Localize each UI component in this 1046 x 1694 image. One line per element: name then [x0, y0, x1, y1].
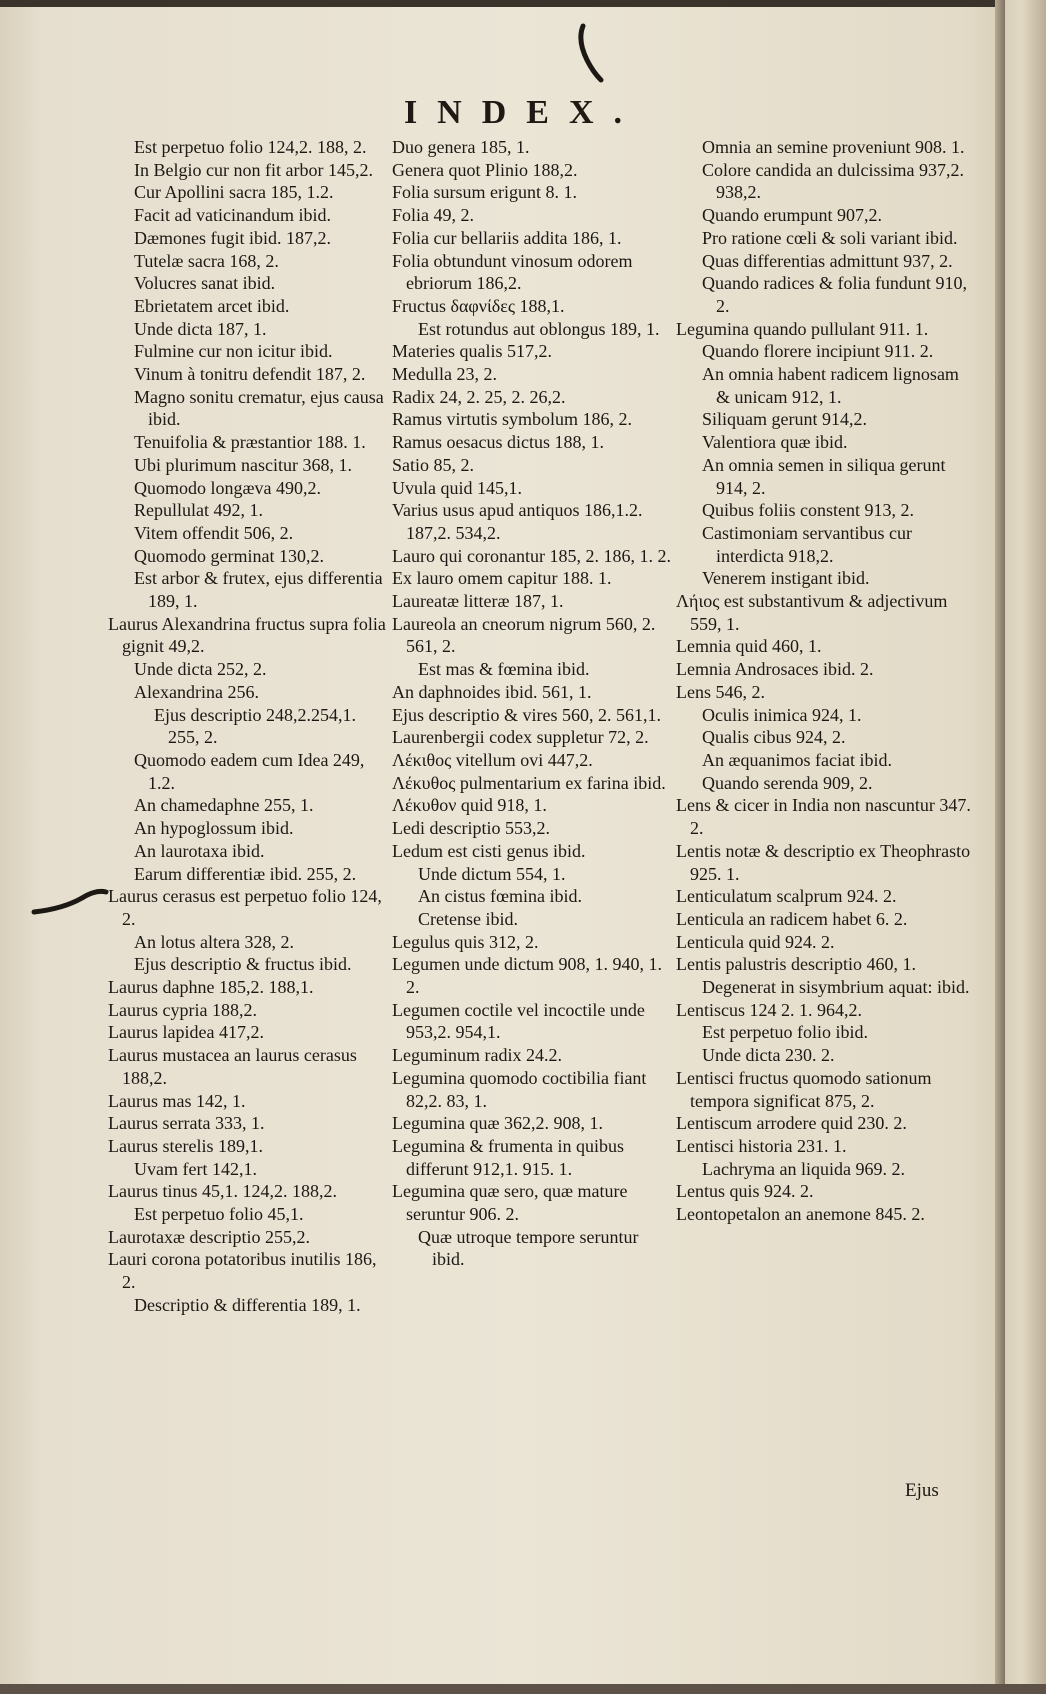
index-entry: Folia 49, 2. [392, 205, 475, 226]
index-entry: Legumina & frumenta in quibus differunt 912,1. 915. 1. [392, 1135, 624, 1179]
index-entry: Ejus descriptio & fructus ibid. [134, 954, 352, 975]
margin-pen-stroke-icon [30, 880, 110, 920]
index-entry: Laurotaxæ descriptio 255,2. [108, 1226, 310, 1247]
index-entry: Laurus cypria 188,2. [108, 999, 257, 1020]
index-entry: Lentiscus 124 2. 1. 964,2. [676, 999, 862, 1020]
index-entry: Unde dicta 230. 2. [702, 1045, 835, 1066]
index-entry: An æquanimos faciat ibid. [702, 749, 892, 770]
index-entry: Laurus cerasus est perpetuo folio 124, 2. [108, 886, 382, 929]
index-entry: Cur Apollini sacra 185, 1.2. [134, 182, 334, 203]
index-entry: Qualis cibus 924, 2. [702, 727, 846, 748]
index-entry: Tutelæ sacra 168, 2. [134, 250, 279, 271]
index-entry: Laurus Alexandrina fructus supra folia gignit 49,2. [108, 613, 386, 657]
index-entry: Laurus daphne 185,2. 188,1. [108, 977, 314, 998]
index-entry: Λέκιθος vitellum ovi 447,2. [392, 749, 593, 770]
index-entry: Quando serenda 909, 2. [702, 772, 873, 793]
index-entry: Quando erumpunt 907,2. [702, 205, 882, 226]
index-entry: Est perpetuo folio ibid. [702, 1022, 868, 1043]
index-entry: Dæmones fugit ibid. 187,2. [134, 227, 331, 248]
index-entry: An omnia semen in siliqua gerunt 914, 2. [702, 454, 946, 498]
index-entry: Genera quot Plinio 188,2. [392, 159, 578, 180]
index-entry: Alexandrina 256. [134, 681, 259, 702]
index-entry: In Belgio cur non fit arbor 145,2. [134, 159, 373, 180]
index-entry: Folia obtundunt vinosum odorem ebriorum 186,2. [392, 250, 633, 294]
index-entry: Lentus quis 924. 2. [676, 1181, 814, 1202]
index-entry: An omnia habent radicem lignosam & unicam 912, 1. [702, 364, 959, 407]
index-entry: Quibus foliis constent 913, 2. [702, 500, 914, 521]
index-entry: Unde dicta 187, 1. [134, 318, 267, 339]
index-entry: Unde dictum 554, 1. [418, 863, 566, 884]
index-entry: Laurus lapidea 417,2. [108, 1022, 264, 1043]
index-entry: Est perpetuo folio 45,1. [134, 1204, 304, 1225]
page-title: INDEX. [403, 94, 643, 131]
index-entry: Legumen coctile vel incoctile unde 953,2. 954,1. [392, 999, 645, 1043]
index-entry: An chamedaphne 255, 1. [134, 795, 314, 816]
index-entry: Leontopetalon an anemone 845. 2. [676, 1204, 925, 1225]
index-entry: An daphnoides ibid. 561, 1. [392, 681, 592, 702]
index-entry: Ramus virtutis symbolum 186, 2. [392, 409, 633, 430]
index-entry: Lachryma an liquida 969. 2. [702, 1158, 905, 1179]
index-entry: Cretense ibid. [418, 908, 518, 929]
index-entry: Λήιος est substantivum & adjectivum 559, 1. [676, 591, 948, 634]
catchword: Ejus [905, 1480, 939, 1501]
index-entry: Lenticulatum scalprum 924. 2. [676, 886, 897, 907]
index-entry: Varius usus apud antiquos 186,1.2. 187,2. 534,2. [392, 500, 643, 543]
index-entry: Colore candida an dulcissima 937,2. 938,2. [702, 159, 964, 203]
index-entry: An cistus fœmina ibid. [418, 886, 582, 907]
index-column-1 [108, 136, 390, 1317]
index-entry: Ejus descriptio 248,2.254,1. 255, 2. [154, 704, 356, 748]
index-entry: Uvam fert 142,1. [134, 1158, 257, 1179]
index-entry: Quas differentias admittunt 937, 2. [702, 250, 953, 271]
index-column-3 [676, 136, 976, 1226]
index-entry: Repullulat 492, 1. [134, 500, 263, 521]
index-entry: An laurotaxa ibid. [134, 840, 265, 861]
index-entry: Duo genera 185, 1. [392, 137, 530, 157]
index-entry: Lauro qui coronantur 185, 2. 186, 1. 2. [392, 545, 671, 566]
index-entry: Lemnia quid 460, 1. [676, 636, 822, 657]
index-entry: Castimoniam servantibus cur interdicta 918,2. [702, 522, 912, 566]
index-entry: Λέκυθον quid 918, 1. [392, 795, 547, 816]
index-entry: Legumina quæ sero, quæ mature seruntur 906. 2. [392, 1181, 628, 1225]
index-entry: Earum differentiæ ibid. 255, 2. [134, 863, 357, 884]
index-entry: Quomodo longæva 490,2. [134, 477, 321, 498]
top-page-edge [0, 0, 1046, 7]
index-entry: Vitem offendit 506, 2. [134, 522, 294, 543]
index-entry: Volucres sanat ibid. [134, 273, 276, 294]
index-entry: Leguminum radix 24.2. [392, 1045, 562, 1066]
index-entry: Fulmine cur non icitur ibid. [134, 341, 333, 362]
index-entry: Valentiora quæ ibid. [702, 432, 848, 453]
index-entry: Facit ad vaticinandum ibid. [134, 205, 331, 226]
index-entry: Est arbor & frutex, ejus differentia 189, 1. [134, 568, 383, 612]
index-entry: Quæ utroque tempore seruntur ibid. [418, 1226, 639, 1270]
index-entry: Satio 85, 2. [392, 454, 475, 475]
index-entry: Unde dicta 252, 2. [134, 659, 267, 680]
index-entry: Lenticula quid 924. 2. [676, 931, 835, 952]
index-entry: Laurenbergii codex suppletur 72, 2. [392, 727, 649, 748]
index-entry: Materies qualis 517,2. [392, 341, 552, 362]
index-entry: Legumen unde dictum 908, 1. 940, 1. 2. [392, 954, 662, 998]
index-entry: Oculis inimica 924, 1. [702, 704, 862, 725]
bottom-page-edge [0, 1684, 1046, 1694]
index-entry: Lauri corona potatoribus inutilis 186, 2. [108, 1249, 377, 1293]
index-entry: Radix 24, 2. 25, 2. 26,2. [392, 386, 566, 407]
index-entry: Legumina quæ 362,2. 908, 1. [392, 1113, 603, 1134]
index-entry: Fructus δαφνίδες 188,1. [392, 295, 565, 316]
index-entry: Legulus quis 312, 2. [392, 931, 539, 952]
index-entry: Quando florere incipiunt 911. 2. [702, 341, 934, 362]
index-entry: Laurus tinus 45,1. 124,2. 188,2. [108, 1181, 337, 1202]
index-entry: Lentiscum arrodere quid 230. 2. [676, 1113, 907, 1134]
index-entry: Lentis palustris descriptio 460, 1. [676, 954, 916, 975]
index-entry: Lentisci fructus quomodo sationum tempora significat 875, 2. [676, 1067, 932, 1111]
index-entry: Est mas & fœmina ibid. [418, 659, 590, 680]
index-entry: Quando radices & folia fundunt 910, 2. [702, 273, 967, 316]
index-entry: Pro ratione cœli & soli variant ibid. [702, 227, 958, 248]
index-entry: Ledum est cisti genus ibid. [392, 840, 586, 861]
index-entry: Ubi plurimum nascitur 368, 1. [134, 454, 352, 475]
index-entry: Ex lauro omem capitur 188. 1. [392, 568, 612, 589]
index-entry: Uvula quid 145,1. [392, 477, 522, 498]
index-entry: Siliquam gerunt 914,2. [702, 409, 867, 430]
index-entry: Legumina quomodo coctibilia fiant 82,2. 83, 1. [392, 1067, 647, 1111]
index-entry: Degenerat in sisymbrium aquat: ibid. [702, 977, 970, 998]
index-entry: An hypoglossum ibid. [134, 818, 294, 839]
index-entry: Magno sonitu crematur, ejus causa ibid. [134, 386, 384, 430]
index-entry: Venerem instigant ibid. [702, 568, 870, 589]
index-entry: Ebrietatem arcet ibid. [134, 295, 290, 316]
index-entry: Ejus descriptio & vires 560, 2. 561,1. [392, 704, 661, 725]
index-entry: Lemnia Androsaces ibid. 2. [676, 659, 874, 680]
index-entry: Legumina quando pullulant 911. 1. [676, 318, 929, 339]
index-entry: Quomodo eadem cum Idea 249, 1.2. [134, 749, 365, 793]
gutter-shadow [995, 0, 1005, 1694]
index-entry: Ledi descriptio 553,2. [392, 818, 550, 839]
index-entry: Laureola an cneorum nigrum 560, 2. 561, 2. [392, 613, 656, 657]
index-entry: Est rotundus aut oblongus 189, 1. [418, 318, 660, 339]
index-entry: Laurus serrata 333, 1. [108, 1113, 265, 1134]
index-entry: Laureatæ litteræ 187, 1. [392, 591, 564, 612]
index-entry: Lens & cicer in India non nascuntur 347. 2. [676, 795, 971, 839]
index-entry: Λέκυθος pulmentarium ex farina ibid. [392, 772, 666, 793]
index-entry: Lentis notæ & descriptio ex Theophrasto 925. 1. [676, 840, 971, 884]
catch-mark-icon [575, 22, 605, 84]
index-entry: Lenticula an radicem habet 6. 2. [676, 908, 908, 929]
index-entry: Folia cur bellariis addita 186, 1. [392, 227, 622, 248]
index-entry: Laurus sterelis 189,1. [108, 1135, 263, 1156]
index-entry: Lentisci historia 231. 1. [676, 1135, 847, 1156]
index-entry: Laurus mas 142, 1. [108, 1090, 246, 1111]
index-entry: Laurus mustacea an laurus cerasus 188,2. [108, 1045, 357, 1088]
index-column-2 [392, 136, 674, 1271]
index-entry: Lens 546, 2. [676, 681, 765, 702]
index-entry: Quomodo germinat 130,2. [134, 545, 324, 566]
next-page-edge [1005, 0, 1046, 1694]
index-entry: Ramus oesacus dictus 188, 1. [392, 432, 604, 453]
index-entry: Vinum à tonitru defendit 187, 2. [134, 364, 366, 385]
index-entry: Est perpetuo folio 124,2. 188, 2. [134, 137, 367, 157]
index-entry: Folia sursum erigunt 8. 1. [392, 182, 577, 203]
index-entry: Tenuifolia & præstantior 188. 1. [134, 432, 366, 453]
index-entry: Medulla 23, 2. [392, 364, 497, 385]
index-entry: An lotus altera 328, 2. [134, 931, 294, 952]
index-entry: Omnia an semine proveniunt 908. 1. [702, 137, 965, 157]
index-entry: Descriptio & differentia 189, 1. [134, 1294, 361, 1315]
